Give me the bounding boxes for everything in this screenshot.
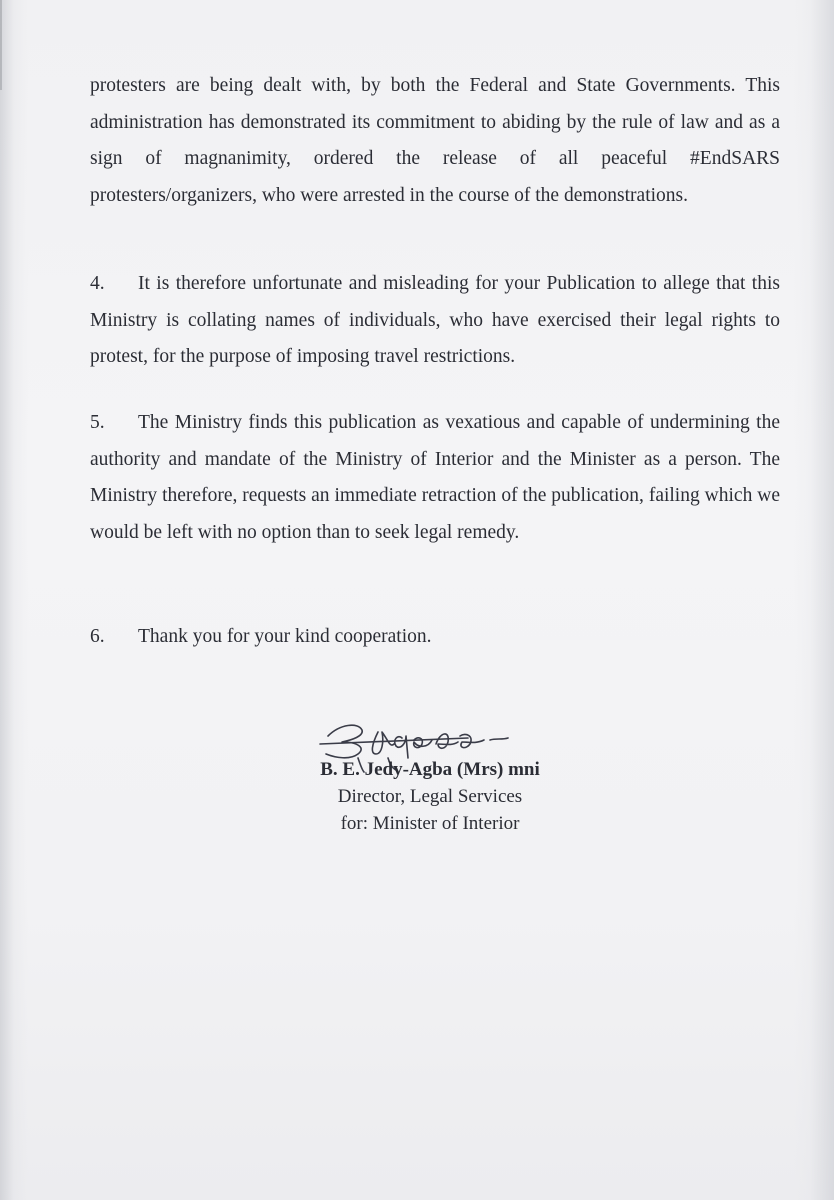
signatory-name: B. E. Jedy-Agba (Mrs) mni — [320, 759, 540, 780]
paragraph-number: 4. — [90, 273, 105, 294]
page-edge-shadow-left — [0, 0, 28, 1200]
paragraph-text: The Ministry finds this publication as vexatious and capable of undermining the authority and mandate of the Ministry of Interior and the Minister as a person. The Ministry therefore, requests an immediate retraction of the publication, failing which we would be left with no option than to seek legal remedy. — [90, 412, 780, 543]
signature-block — [300, 756, 560, 837]
paragraph-text: protesters are being dealt with, by both the Federal and State Governments. This administration has demonstrated its commitment to abiding by the rule of law and as a sign of magnanimity, ordered the release of all peaceful #EndSARS protesters/organizers, who were arrested in the course of the demonstrations. — [90, 75, 780, 206]
paragraph-number: 5. — [90, 412, 105, 433]
paragraph-6 — [90, 619, 780, 656]
paragraph-number: 6. — [90, 626, 105, 647]
signatory-on-behalf: for: Minister of Interior — [340, 813, 520, 834]
paragraph-text: Thank you for your kind cooperation. — [138, 626, 432, 647]
paragraph-text: It is therefore unfortunate and misleading for your Publication to allege that this Ministry is collating names of individuals, who have exercised their legal rights to protest, for the purpose of imposing travel restrictions. — [90, 273, 780, 367]
paragraph-4 — [90, 266, 780, 376]
signatory-title: Director, Legal Services — [337, 786, 523, 807]
page-edge-shadow-right — [794, 0, 834, 1200]
paragraph-continuation — [90, 68, 780, 214]
page-crease-mark — [0, 0, 2, 90]
paragraph-5 — [90, 405, 780, 551]
